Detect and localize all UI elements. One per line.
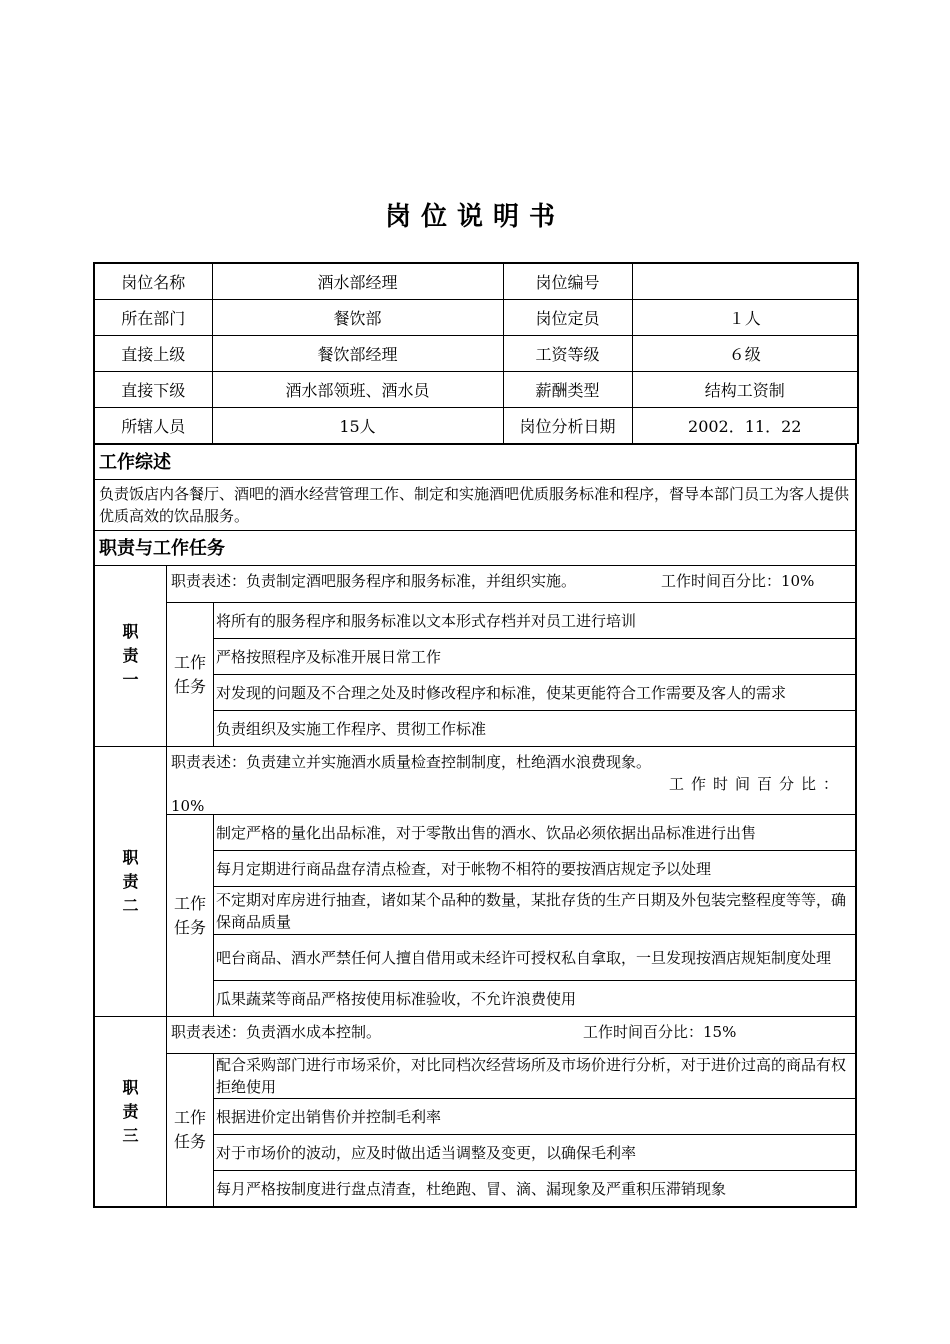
label-cell: 岗位分析日期 [503, 408, 632, 444]
task-label: 工作任务 [167, 603, 214, 746]
label-cell: 直接上级 [94, 336, 212, 372]
label-cell: 直接下级 [94, 372, 212, 408]
value-cell: 15人 [212, 408, 503, 444]
task-item: 对于市场价的波动，应及时做出适当调整及变更，以确保毛利率 [214, 1135, 855, 1171]
value-cell [632, 263, 858, 300]
value-cell: 酒水部经理 [212, 263, 503, 300]
value-cell: 餐饮部经理 [212, 336, 503, 372]
table-row [94, 300, 858, 336]
duty-percent: 工作时间百分比：15% [583, 1023, 737, 1041]
duty-block-1 [93, 565, 857, 746]
duty-statement: 职责表述：负责建立并实施酒水质量检查控制制度，杜绝酒水浪费现象。 工作时间百分比： 10% [167, 747, 855, 815]
table-row [94, 263, 858, 300]
duty-label: 职责二 [95, 747, 167, 1016]
table-row [94, 372, 858, 408]
label-cell: 所在部门 [94, 300, 212, 336]
task-item: 对发现的问题及不合理之处及时修改程序和标准，使某更能符合工作需要及客人的需求 [214, 675, 855, 711]
value-cell: 酒水部领班、酒水员 [212, 372, 503, 408]
value-cell: ６级 [632, 336, 858, 372]
page-title: 岗位说明书 [384, 202, 565, 232]
task-item: 负责组织及实施工作程序、贯彻工作标准 [216, 719, 487, 738]
task-item: 制定严格的量化出品标准，对于零散出售的酒水、饮品必须依据出品标准进行出售 [214, 815, 855, 851]
duties-heading: 职责与工作任务 [93, 530, 857, 565]
label-cell: 薪酬类型 [503, 372, 632, 408]
task-item: 吧台商品、酒水严禁任何人擅自借用或未经许可授权私自拿取，一旦发现按酒店规矩制度处理 [214, 935, 855, 981]
label-cell: 岗位定员 [503, 300, 632, 336]
label-cell: 岗位名称 [94, 263, 212, 300]
duty-label: 职责三 [95, 1017, 167, 1206]
duty-percent: 工作时间百分比： [668, 775, 845, 793]
value-cell: １人 [632, 300, 858, 336]
duty-label: 职责一 [95, 566, 167, 746]
label-cell: 岗位编号 [503, 263, 632, 300]
duty-percent-value: 10% [171, 797, 205, 815]
job-description-sheet [93, 262, 857, 1208]
task-item: 每月定期进行商品盘存清点检查，对于帐物不相符的要按酒店规定予以处理 [214, 851, 855, 887]
task-item: 瓜果蔬菜等商品严格按使用标准验收，不允许浪费使用 [216, 989, 577, 1008]
task-item: 每月严格按制度进行盘点清查，杜绝跑、冒、滴、漏现象及严重积压滞销现象 [216, 1179, 727, 1198]
duty-statement: 职责表述：负责酒水成本控制。 工作时间百分比：15% [167, 1017, 855, 1054]
value-cell: 餐饮部 [212, 300, 503, 336]
label-cell: 工资等级 [503, 336, 632, 372]
task-item: 将所有的服务程序和服务标准以文本形式存档并对员工进行培训 [214, 603, 855, 639]
task-item: 配合采购部门进行市场采价，对比同档次经营场所及市场价进行分析，对于进价过高的商品有权拒绝使用 [214, 1054, 855, 1099]
duty-statement: 职责表述：负责制定酒吧服务程序和服务标准，并组织实施。 工作时间百分比：10% [167, 566, 855, 603]
duty-block-3 [93, 1016, 857, 1208]
task-label: 工作任务 [167, 815, 214, 1016]
task-label: 工作任务 [167, 1054, 214, 1206]
summary-text: 负责饭店内各餐厅、酒吧的酒水经营管理工作、制定和实施酒吧优质服务标准和程序，督导本部门员工为客人提供优质高效的饮品服务。 [93, 479, 857, 530]
table-row [94, 336, 858, 372]
table-row [94, 408, 858, 444]
value-cell: 结构工资制 [632, 372, 858, 408]
value-cell: 2002．11．22 [632, 408, 858, 444]
label-cell: 所辖人员 [94, 408, 212, 444]
task-item: 不定期对库房进行抽查，诸如某个品种的数量，某批存货的生产日期及外包装完整程度等等，确保商品质量 [214, 887, 855, 935]
info-table [93, 262, 859, 444]
task-item: 根据进价定出销售价并控制毛利率 [214, 1099, 855, 1135]
summary-heading: 工作综述 [93, 444, 857, 479]
task-item: 严格按照程序及标准开展日常工作 [214, 639, 855, 675]
duty-block-2 [93, 746, 857, 1016]
duty-percent: 工作时间百分比：10% [661, 572, 815, 590]
